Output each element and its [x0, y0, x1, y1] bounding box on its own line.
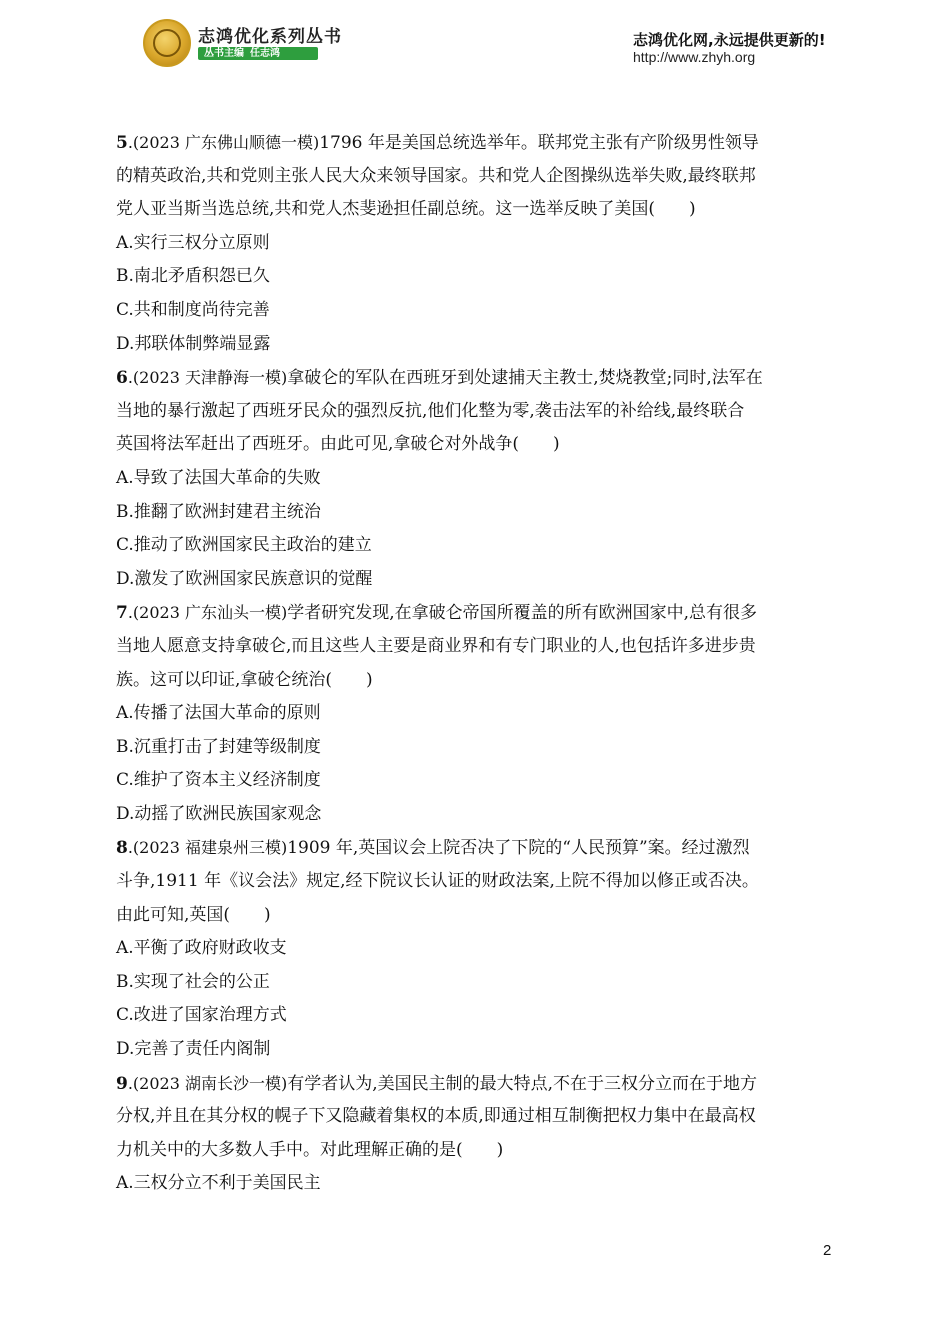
question-text: 族。这可以印证,拿破仑统治( ): [116, 669, 373, 690]
question-source: .(2023 广东汕头一模): [127, 603, 288, 623]
series-name: 志鸿优化系列丛书: [198, 27, 342, 47]
question-text: 力机关中的大多数人手中。对此理解正确的是( ): [116, 1139, 504, 1160]
option-c[interactable]: C.改进了国家治理方式: [116, 1005, 287, 1026]
question-5: [116, 126, 836, 361]
question-7: [116, 596, 836, 831]
option-a[interactable]: A.传播了法国大革命的原则: [116, 703, 321, 724]
option-d[interactable]: D.激发了欧洲国家民族意识的觉醒: [116, 568, 373, 589]
option-b[interactable]: B.沉重打击了封建等级制度: [116, 736, 321, 757]
question-text: 党人亚当斯当选总统,共和党人杰斐逊担任副总统。这一选举反映了美国( ): [116, 199, 696, 220]
question-8: [116, 831, 836, 1066]
question-source: .(2023 福建泉州三模): [127, 838, 288, 858]
option-a[interactable]: A.实行三权分立原则: [116, 232, 270, 253]
question-list: [116, 126, 836, 1201]
question-text: 1796 年是美国总统选举年。联邦党主张有产阶级男性领导: [319, 133, 759, 153]
question-9: [116, 1067, 836, 1201]
page-header: [0, 0, 950, 90]
question-stem-line: [116, 831, 836, 865]
site-slogan: 志鸿优化网,永远提供更新的!: [633, 31, 826, 49]
question-text: 1909 年,英国议会上院否决了下院的“人民预算”案。经过激烈: [287, 838, 750, 859]
question-text: 有学者认为,美国民主制的最大特点,不在于三权分立而在于地方: [287, 1073, 758, 1094]
option-a[interactable]: A.导致了法国大革命的失败: [116, 467, 321, 488]
question-6: [116, 361, 836, 596]
option-b[interactable]: B.南北矛盾积怨已久: [116, 266, 270, 287]
option-c[interactable]: C.共和制度尚待完善: [116, 299, 270, 320]
option-d[interactable]: D.动摇了欧洲民族国家观念: [116, 803, 322, 824]
option-d[interactable]: D.邦联体制弊端显露: [116, 333, 271, 354]
option-b[interactable]: B.实现了社会的公正: [116, 971, 270, 992]
question-stem-line: [116, 1067, 836, 1101]
question-stem-line: [116, 596, 836, 630]
editor-label: 丛书主编: [204, 48, 244, 59]
question-source: .(2023 湖南长沙一模): [127, 1073, 288, 1093]
question-text: 由此可知,英国( ): [116, 904, 271, 925]
question-number: 5: [116, 133, 128, 153]
question-text: 分权,并且在其分权的幌子下又隐藏着集权的本质,即通过相互制衡把权力集中在最高权: [116, 1106, 756, 1127]
option-c[interactable]: C.推动了欧洲国家民主政治的建立: [116, 535, 372, 556]
option-b[interactable]: B.推翻了欧洲封建君主统治: [116, 501, 321, 522]
question-stem-line: [116, 126, 836, 160]
option-d[interactable]: D.完善了责任内阁制: [116, 1039, 271, 1060]
site-url[interactable]: http://www.zhyh.org: [633, 49, 756, 65]
question-stem-line: [116, 361, 836, 395]
question-text: 英国将法军赶出了西班牙。由此可见,拿破仑对外战争( ): [116, 434, 560, 455]
series-logo-seal: [143, 19, 191, 67]
question-number: 7: [116, 603, 128, 624]
question-source: .(2023 天津静海一模): [127, 368, 288, 388]
page-number: 2: [823, 1242, 832, 1259]
editor-name: 任志鸿: [250, 48, 280, 59]
option-a[interactable]: A.三权分立不利于美国民主: [116, 1173, 321, 1194]
option-a[interactable]: A.平衡了政府财政收支: [116, 938, 287, 959]
question-text: 斗争,1911 年《议会法》规定,经下院议长认证的财政法案,上院不得加以修正或否决。: [116, 871, 759, 892]
question-number: 6: [116, 368, 128, 389]
option-c[interactable]: C.维护了资本主义经济制度: [116, 770, 321, 791]
question-text: 拿破仑的军队在西班牙到处逮捕天主教士,焚烧教堂;同时,法军在: [287, 368, 763, 389]
question-number: 8: [116, 838, 128, 859]
question-text: 当地人愿意支持拿破仑,而且这些人主要是商业界和有专门职业的人,也包括许多进步贵: [116, 635, 756, 656]
question-text: 当地的暴行激起了西班牙民众的强烈反抗,他们化整为零,袭击法军的补给线,最终联合: [116, 400, 745, 421]
question-source: .(2023 广东佛山顺德一模): [127, 133, 320, 152]
question-text: 的精英政治,共和党则主张人民大众来领导国家。共和党人企图操纵选举失败,最终联邦: [116, 165, 756, 186]
question-number: 9: [116, 1073, 128, 1094]
seal-ring: [153, 29, 181, 57]
question-text: 学者研究发现,在拿破仑帝国所覆盖的所有欧洲国家中,总有很多: [287, 603, 758, 624]
